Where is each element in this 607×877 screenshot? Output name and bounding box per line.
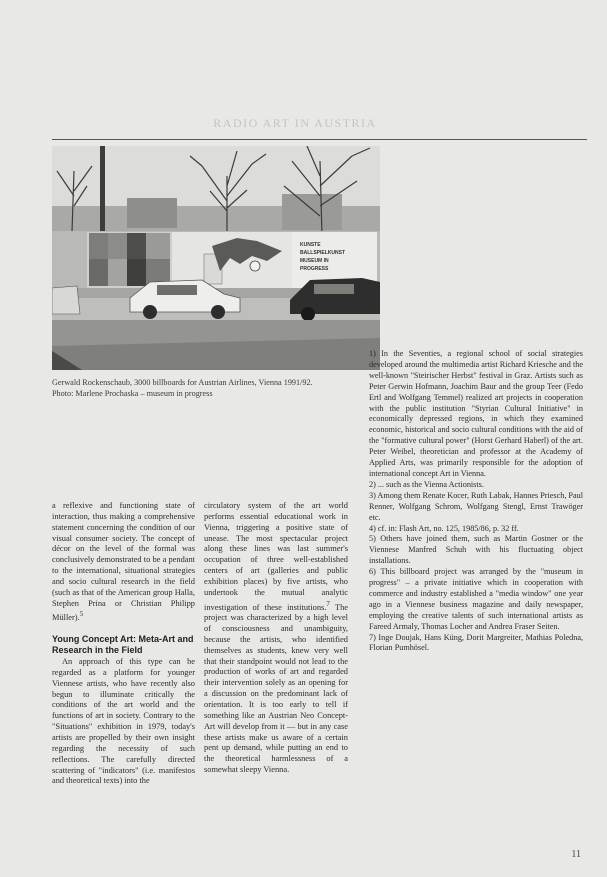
col2-paragraph: circulatory system of the art world performs essential educational work in Vienna, triggering a positive state of unease. The most spectacular project along these lines was last summer's occupation of three well-established centers of art (galleries and public exhibition places) by five artists, who undertook the mutual analytic investigation of these institutions.$^7$ The project was characterized by a high level of consciousness and unambiguity, because the artists, who identified themselves as students, knew very well that their standpoint would not lead to the production of works of art and regarded their intervention solely as an opening for a discussion on the predominant lack of orientation. It is too early to tell if something like an Austrian Neo Concept-Art will develop from it — but in any case these artists make us aware of a certain pent up demand, while putting an end to the theoretical harmlessness of a somewhat sleepy Vienna. [204, 501, 348, 775]
billboard-photo [52, 146, 380, 370]
footnote-2: 2) ... such as the Vienna Actionists. [369, 479, 484, 489]
caption-line-1: Gerwald Rockenschaub, 3000 billboards for Austrian Airlines, Vienna 1991/92. [52, 378, 313, 387]
caption-line-2: Photo: Marlene Prochaska – museum in progress [52, 389, 213, 398]
billboard-text-1: KUNSTE [300, 242, 321, 248]
page-number: 11 [571, 849, 581, 860]
billboard-text-4: PROGRESS [300, 266, 329, 272]
col1-paragraph-2: An approach of this type can be regarded as a platform for younger Viennese artists, who have recently also begun to illuminate critically the conditions of the art world and the functions of art in society. Contrary to the "Situations" exhibition in 1979, today's artists are propelled by their own insight regarding the necessity of such reflections. The carefully directed scattering of "indicators" (i.e. manifestos and theoretical texts) into the [52, 657, 195, 786]
section-heading: Young Concept Art: Meta-Art and Research in the Field [52, 634, 194, 656]
footnote-7: 7) Inge Doujak, Hans Küng, Dorit Margreiter, Mathias Poledna, Florian Pumhösel. [369, 632, 583, 653]
col1-paragraph-1: a reflexive and functioning state of interaction, thus making a comprehensive statement concerning the condition of our visual consumer society. The concept of décor on the level of the formal was conclusively demonstrated to be a pendant to the international, situational strategies and socio cultural research in the field (such as that of the American group Halla, Stephen Prina or Christian Philipp Müller).$^5$ [52, 501, 195, 623]
billboard-text-3: MUSEUM IN [300, 258, 329, 264]
header-rule [52, 139, 587, 140]
footnote-5: 5) Others have joined them, such as Martin Gostner or the Viennese Manfred Schuh with his fluctuating object installations. [369, 534, 583, 566]
footnote-ref-5: 5 [79, 610, 84, 619]
column-1 [52, 501, 195, 787]
footnote-3: 3) Among them Renate Kocer, Ruth Labak, Hannes Priesch, Paul Renner, Wolfgang Schrom, Wolfgang Stengl, Ernst Trawöger etc. [369, 490, 583, 522]
billboard-photo-graphic [52, 146, 380, 370]
footnote-4: 4) cf. in: Flash Art, no. 125, 1985/86, p. 32 ff. [369, 523, 519, 533]
running-title: RADIO ART IN AUSTRIA [213, 116, 377, 130]
footnote-6: 6) This billboard project was arranged by the "museum in progress" – a private initiative which in cooperation with commerce and industry established a "media window" one year ago in a Viennese business magazine and daily newspaper, employing the creative talents of such international artists as Fareed Armaly, Thomas Locher and Andrea Fraser Seiten. [369, 567, 583, 631]
footnote-1: 1) In the Seventies, a regional school of social strategies developed around the multimedia artist Richard Kriesche and the well-known "Steirischer Herbst" festival in Graz. Artists such as Peter Gerwin Hofmann, Joachim Baur and the group Teer (Fedo Ertl and Wolfgang Temmel) realized art projects in cooperation with the public institution "Styrian Cultural Initiative" in economically depressed regions, in which they examined economic, historical and socio cultural conditions with the aid of the "formative cultural power" (Horst Gerhard Haberl) of the art. Peter Weibel, theoretician and professor at the Academy of Applied Arts, was primarily responsible for the adoption of international concept Art in Vienna. [369, 349, 583, 478]
column-2 [204, 501, 348, 776]
figure-caption [52, 377, 382, 399]
billboard-text-2: BALLSPIELKUNST [300, 250, 345, 256]
footnotes-column [369, 349, 583, 654]
footnote-ref-7: 7 [326, 599, 330, 608]
